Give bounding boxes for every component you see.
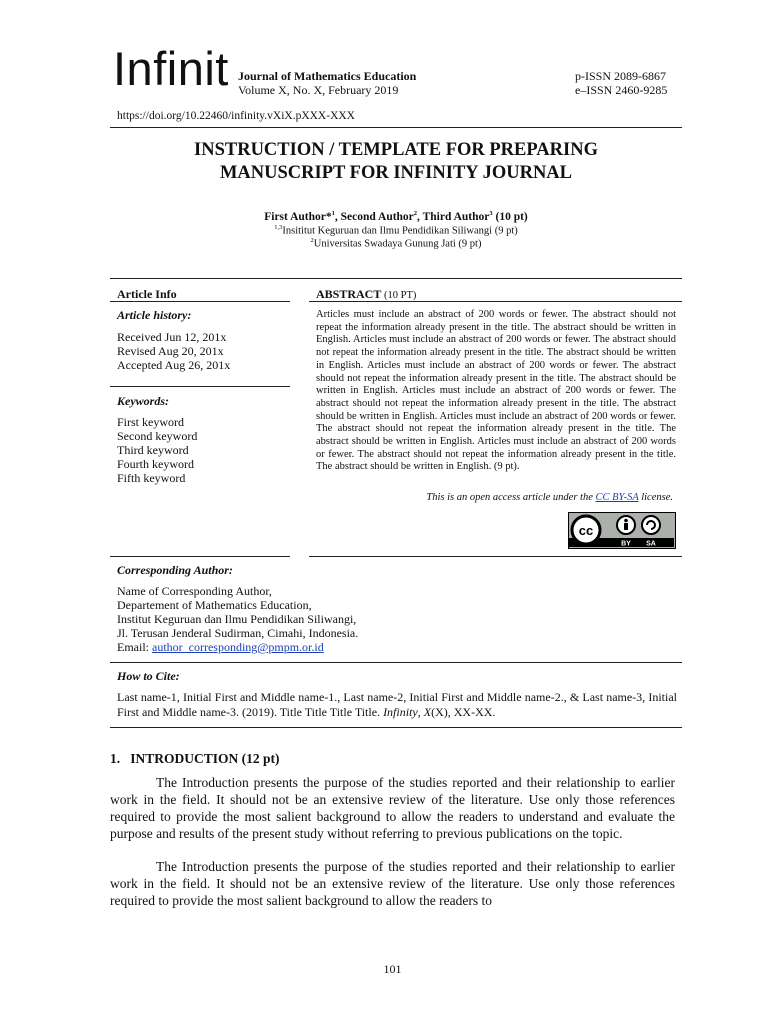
author-3-sup: 3: [489, 210, 493, 217]
abstract-text: Articles must include an abstract of 200 words or fewer. The abstract should not repeat the information already present in the title. The abstract should be written in English. Articles must include an abstract of 200 words or fewer. The abstract should not repeat the information already present in the title. The abstract should be written in English. Articles must include an abstract of 200 words or fewer. The abstract should not repeat the information already present in the title. The abstract should be written in English. Articles must include an abstract of 200 words or fewer. The abstract should not repeat the information already present in the title. The abstract should be written in English. Articles must include an abstract of 200 words or fewer. The abstract should not repeat the information already present in the title. The abstract should be written in English. Articles must include an abstract of 200 words or fewer. The abstract should not repeat the information already present in the title. The abstract should be written in English. (9 pt).: [316, 309, 676, 473]
info-heading-rule: [110, 301, 290, 302]
keyword-item: Third keyword: [117, 443, 189, 457]
abstract-bottom-rule: [309, 556, 682, 557]
doi-link[interactable]: https://doi.org/10.22460/infinity.vXiX.pXXX-XXX: [117, 110, 355, 122]
intro-p2-text: The Introduction presents the purpose of the studies reported and their relationship to earlier work in the field. It should not be an extensive review of the literature. Use only those references required to provide the most salient background to allow the readers to: [110, 859, 675, 908]
author-size-note: (10 pt): [492, 210, 528, 223]
p-issn: p-ISSN 2089-6867: [575, 69, 667, 83]
corresponding-block: [117, 584, 358, 654]
open-access-note: [316, 492, 673, 503]
author-1: First Author*: [264, 210, 332, 223]
cc-by-sa-link[interactable]: CC BY-SA: [595, 492, 639, 503]
journal-volume: Volume X, No. X, February 2019: [238, 83, 399, 97]
author-2-sup: 2: [413, 210, 418, 217]
author-1-sup: 1: [331, 210, 335, 217]
article-history: [117, 330, 230, 372]
article-info-heading: Article Info: [117, 287, 177, 301]
info-top-divider: [110, 278, 682, 279]
oa-suffix: license.: [638, 492, 673, 503]
revised-date: Revised Aug 20, 201x: [117, 344, 224, 358]
aff-2-sup: 2: [310, 237, 314, 244]
aff-1-text: Insititut Keguruan dan Ilmu Pendidikan Siliwangi (9 pt): [282, 225, 518, 237]
oa-prefix: This is an open access article under the: [426, 492, 596, 503]
cc-icon-text: cc: [578, 523, 594, 538]
keyword-list: [117, 415, 197, 485]
cc-license-badge[interactable]: [568, 512, 676, 549]
cite-sep: ,: [417, 705, 424, 719]
paper-title: [110, 139, 682, 185]
page-number: 101: [383, 962, 402, 976]
keyword-item: Fourth keyword: [117, 457, 194, 471]
author-3: , Third Author: [417, 210, 490, 223]
cite-divider: [110, 727, 682, 728]
keyword-item: Fifth keyword: [117, 471, 186, 485]
e-issn: e–ISSN 2460-9285: [575, 83, 668, 97]
aff-1-sup: 1,3: [274, 224, 283, 231]
cc-badge-graphic: [569, 513, 674, 547]
title-line-2: MANUSCRIPT FOR INFINITY JOURNAL: [219, 163, 573, 183]
corresponding-heading: Corresponding Author:: [117, 563, 233, 577]
journal-logo: Infinit: [113, 42, 229, 95]
sa-icon: [642, 516, 660, 534]
cite-pre: Last name-1, Initial First and Middle name-1., Last name-2, Initial First and Middle name-2., & Last name-3, Initial First and Middle name-3. (2019). Title Title Title Title.: [117, 690, 677, 719]
abstract-heading-rule: [309, 301, 682, 302]
journal-name: Journal of Mathematics Education: [238, 69, 417, 83]
intro-heading: 1. INTRODUCTION (12 pt): [110, 751, 280, 766]
intro-paragraph-2: [110, 858, 675, 909]
corr-email-line: [117, 640, 358, 654]
cc-by-label: BY: [621, 540, 631, 547]
intro-paragraph-1: [110, 774, 675, 842]
cc-sa-label: SA: [646, 540, 656, 547]
corr-email-label: Email:: [117, 640, 152, 654]
title-line-1: INSTRUCTION / TEMPLATE FOR PREPARING: [194, 140, 598, 160]
abstract-heading-text: ABSTRACT: [316, 287, 382, 301]
info-bottom-rule: [110, 556, 290, 557]
accepted-date: Accepted Aug 26, 201x: [117, 358, 231, 372]
corr-dept: Departement of Mathematics Education,: [117, 598, 312, 612]
abstract-heading-note: (10 PT): [381, 290, 417, 301]
corr-email-link[interactable]: author_corresponding@pmpm.or.id: [152, 640, 324, 654]
corr-address: Jl. Terusan Jenderal Sudirman, Cimahi, Indonesia.: [117, 626, 359, 640]
article-history-heading: Article history:: [117, 308, 192, 322]
cite-post: (X), XX-XX.: [431, 705, 496, 719]
keyword-item: Second keyword: [117, 429, 198, 443]
aff-2-text: Universitas Swadaya Gunung Jati (9 pt): [313, 238, 482, 250]
cite-vol: X: [423, 705, 432, 719]
corr-inst: Institut Keguruan dan Ilmu Pendidikan Siliwangi,: [117, 612, 357, 626]
affiliation-2: [110, 237, 682, 250]
history-rule: [110, 386, 290, 387]
affiliation-1: [110, 224, 682, 237]
keyword-item: First keyword: [117, 415, 184, 429]
author-list: [110, 210, 682, 223]
corr-name: Name of Corresponding Author,: [117, 584, 272, 598]
cite-heading: How to Cite:: [117, 669, 180, 683]
cite-journal: Infinity: [383, 705, 418, 719]
header-divider: [110, 127, 682, 128]
corr-divider: [110, 662, 682, 663]
author-2: , Second Author: [334, 210, 414, 223]
received-date: Received Jun 12, 201x: [117, 330, 227, 344]
keywords-heading: Keywords:: [117, 394, 169, 408]
intro-p1-text: The Introduction presents the purpose of the studies reported and their relationship to earlier work in the field. It should not be an extensive review of the literature. Use only those references required to provide the most salient background to allow the readers to understand and evaluate the purpose and results of the present study without referring to previous publications on the topic.: [110, 775, 675, 841]
cite-text: [117, 690, 677, 720]
abstract-heading: [316, 287, 416, 302]
